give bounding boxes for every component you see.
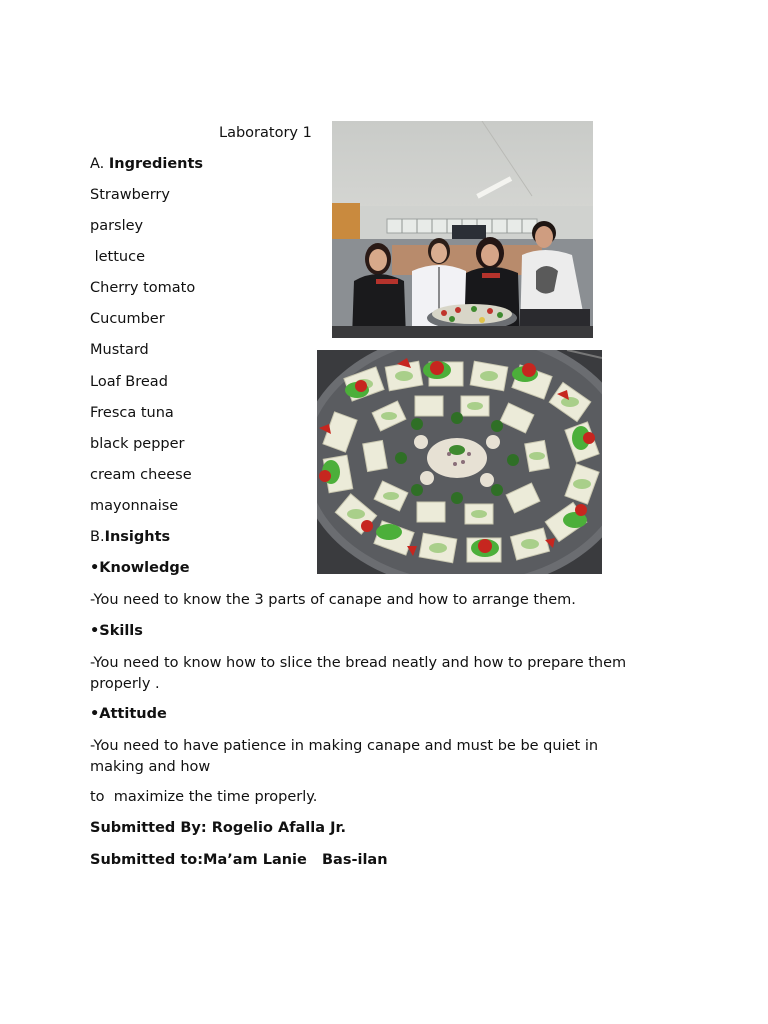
- ingredient-item: mayonnaise: [90, 498, 179, 514]
- section-b-heading: [90, 528, 170, 546]
- section-a-heading: [90, 155, 203, 173]
- ingredient-item: Strawberry: [90, 187, 170, 203]
- skills-label: •Skills: [90, 623, 143, 639]
- canape-tray-photo: [317, 350, 602, 574]
- section-a-prefix: A.: [90, 156, 109, 172]
- attitude-label: •Attitude: [90, 706, 167, 722]
- section-b-prefix: B.: [90, 529, 105, 545]
- page-title: Laboratory 1: [219, 125, 312, 141]
- ingredient-item: cream cheese: [90, 467, 192, 483]
- ingredient-item: Fresca tuna: [90, 405, 174, 421]
- skills-text: -You need to know how to slice the bread neatly and how to prepare them properly .: [90, 655, 627, 692]
- ingredient-item: parsley: [90, 218, 144, 234]
- section-b-label: Insights: [104, 529, 171, 545]
- section-a-label: Ingredients: [108, 156, 204, 172]
- ingredient-item: black pepper: [90, 436, 185, 452]
- attitude-text: -You need to have patience in making canape and must be be quiet in making and how: [90, 738, 599, 775]
- submitted-to: Submitted to:Ma’am Lanie Bas-ilan: [90, 852, 388, 868]
- ingredient-item: Mustard: [90, 342, 149, 358]
- submitted-by: Submitted By: Rogelio Afalla Jr.: [90, 820, 347, 836]
- ingredient-item: Cherry tomato: [90, 280, 196, 296]
- ingredient-item: lettuce: [90, 249, 146, 265]
- group-photo: [332, 121, 593, 338]
- attitude-text-continued: to maximize the time properly.: [90, 789, 318, 805]
- ingredient-item: Loaf Bread: [90, 374, 168, 390]
- knowledge-text: -You need to know the 3 parts of canape and how to arrange them.: [90, 592, 576, 608]
- ingredient-item: Cucumber: [90, 311, 165, 327]
- knowledge-label: •Knowledge: [90, 560, 190, 576]
